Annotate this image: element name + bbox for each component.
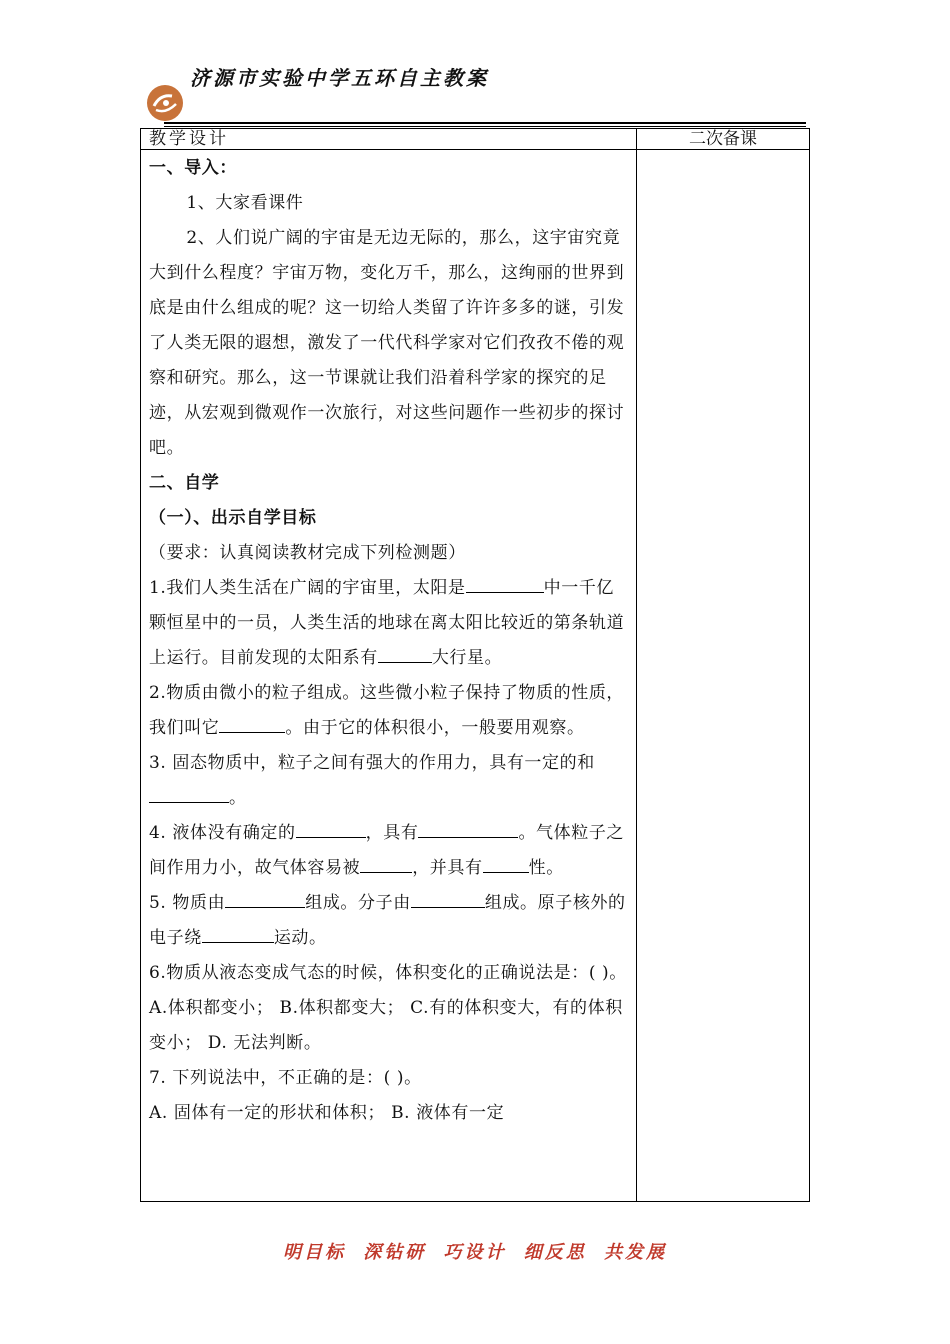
q4-text-c: 。气体粒子之间作用力小，故气体容易被	[149, 823, 625, 878]
q1-text-a: 1.我们人类生活在广阔的宇宙里，太阳是	[149, 578, 466, 598]
teaching-design-heading: 教学设计	[149, 129, 229, 149]
fill-blank[interactable]	[378, 642, 432, 663]
q4-text-a: 4. 液体没有确定的	[149, 823, 296, 843]
fill-blank[interactable]	[466, 572, 544, 593]
q1-text-b: 中一千亿颗恒星中的一员，人类生活的地球在离太阳比较近的第条轨道上运行。目前发现的太阳系有	[149, 578, 625, 668]
q3-text-a: 3. 固态物质中，粒子之间有强大的作用力，具有一定的和	[149, 753, 595, 773]
question-6: 6.物质从液态变成气态的时候，体积变化的正确说法是：( )。	[149, 963, 627, 983]
q2-text-a: 2.物质由微小的粒子组成。这些微小粒子保持了物质的性质，我们叫它	[149, 683, 625, 738]
second-preparation-heading: 二次备课	[689, 129, 757, 149]
self-study-heading: 二、自学	[149, 473, 220, 493]
question-2	[149, 676, 631, 746]
question-4	[149, 816, 631, 886]
q3-text-b: 。	[229, 788, 247, 808]
intro-item-1: 1、大家看课件	[186, 193, 304, 213]
fill-blank[interactable]	[411, 887, 485, 908]
q2-text-b: 。由于它的体积很小，一般要用观察。	[285, 718, 585, 738]
q1-text-c: 大行星。	[431, 648, 503, 668]
intro-heading: 一、导入：	[149, 158, 237, 178]
fill-blank[interactable]	[202, 922, 274, 943]
footer-motto: 明目标 深钻研 巧设计 细反思 共发展	[282, 1242, 668, 1263]
school-emblem-icon	[146, 84, 184, 122]
question-7: 7. 下列说法中，不正确的是：( )。	[149, 1068, 422, 1088]
fill-blank[interactable]	[360, 852, 412, 873]
fill-blank[interactable]	[418, 817, 518, 838]
q5-text-c: 组成。原子核外的电子绕	[149, 893, 626, 948]
lesson-content	[149, 151, 631, 1131]
q5-text-b: 组成。分子由	[305, 893, 411, 913]
question-5	[149, 886, 631, 956]
question-3	[149, 746, 631, 816]
q5-text-d: 运动。	[273, 928, 327, 948]
question-7-options: A. 固体有一定的形状和体积； B. 液体有一定	[149, 1103, 505, 1123]
fill-blank[interactable]	[483, 852, 529, 873]
q4-text-b: ，具有	[365, 823, 419, 843]
header-row-divider	[141, 149, 809, 150]
fill-blank[interactable]	[149, 782, 229, 803]
q4-text-d: ，并具有	[412, 858, 483, 878]
fill-blank[interactable]	[219, 712, 285, 733]
q4-text-e: 性。	[528, 858, 564, 878]
goal-paragraph	[149, 501, 631, 571]
question-1	[149, 571, 631, 676]
lesson-table	[140, 128, 810, 1202]
goal-heading: （一）、出示自学目标	[149, 508, 317, 528]
header-rule	[164, 122, 806, 124]
fill-blank[interactable]	[225, 887, 305, 908]
header-rule-thin	[164, 126, 806, 127]
goal-note: （要求：认真阅读教材完成下列检测题）	[149, 543, 466, 563]
school-title: 济源市实验中学五环自主教案	[190, 66, 489, 90]
question-6-options: A.体积都变小； B.体积都变大； C.有的体积变大，有的体积变小； D. 无法判断。	[149, 998, 623, 1053]
fill-blank[interactable]	[296, 817, 366, 838]
q5-text-a: 5. 物质由	[149, 893, 226, 913]
column-divider	[636, 129, 637, 1201]
intro-item-2: 2、人们说广阔的宇宙是无边无际的，那么，这宇宙究竟大到什么程度？宇宙万物，变化万千，那么，这绚丽的世界到底是由什么组成的呢？这一切给人类留了许许多多的谜，引发了人类无限的遐想，激发了一代代科学家对它们孜孜不倦的观察和研究。那么，这一节课就让我们沿着科学家的探究的足迹，从宏观到微观作一次旅行，对这些问题作一些初步的探讨吧。	[149, 228, 625, 458]
